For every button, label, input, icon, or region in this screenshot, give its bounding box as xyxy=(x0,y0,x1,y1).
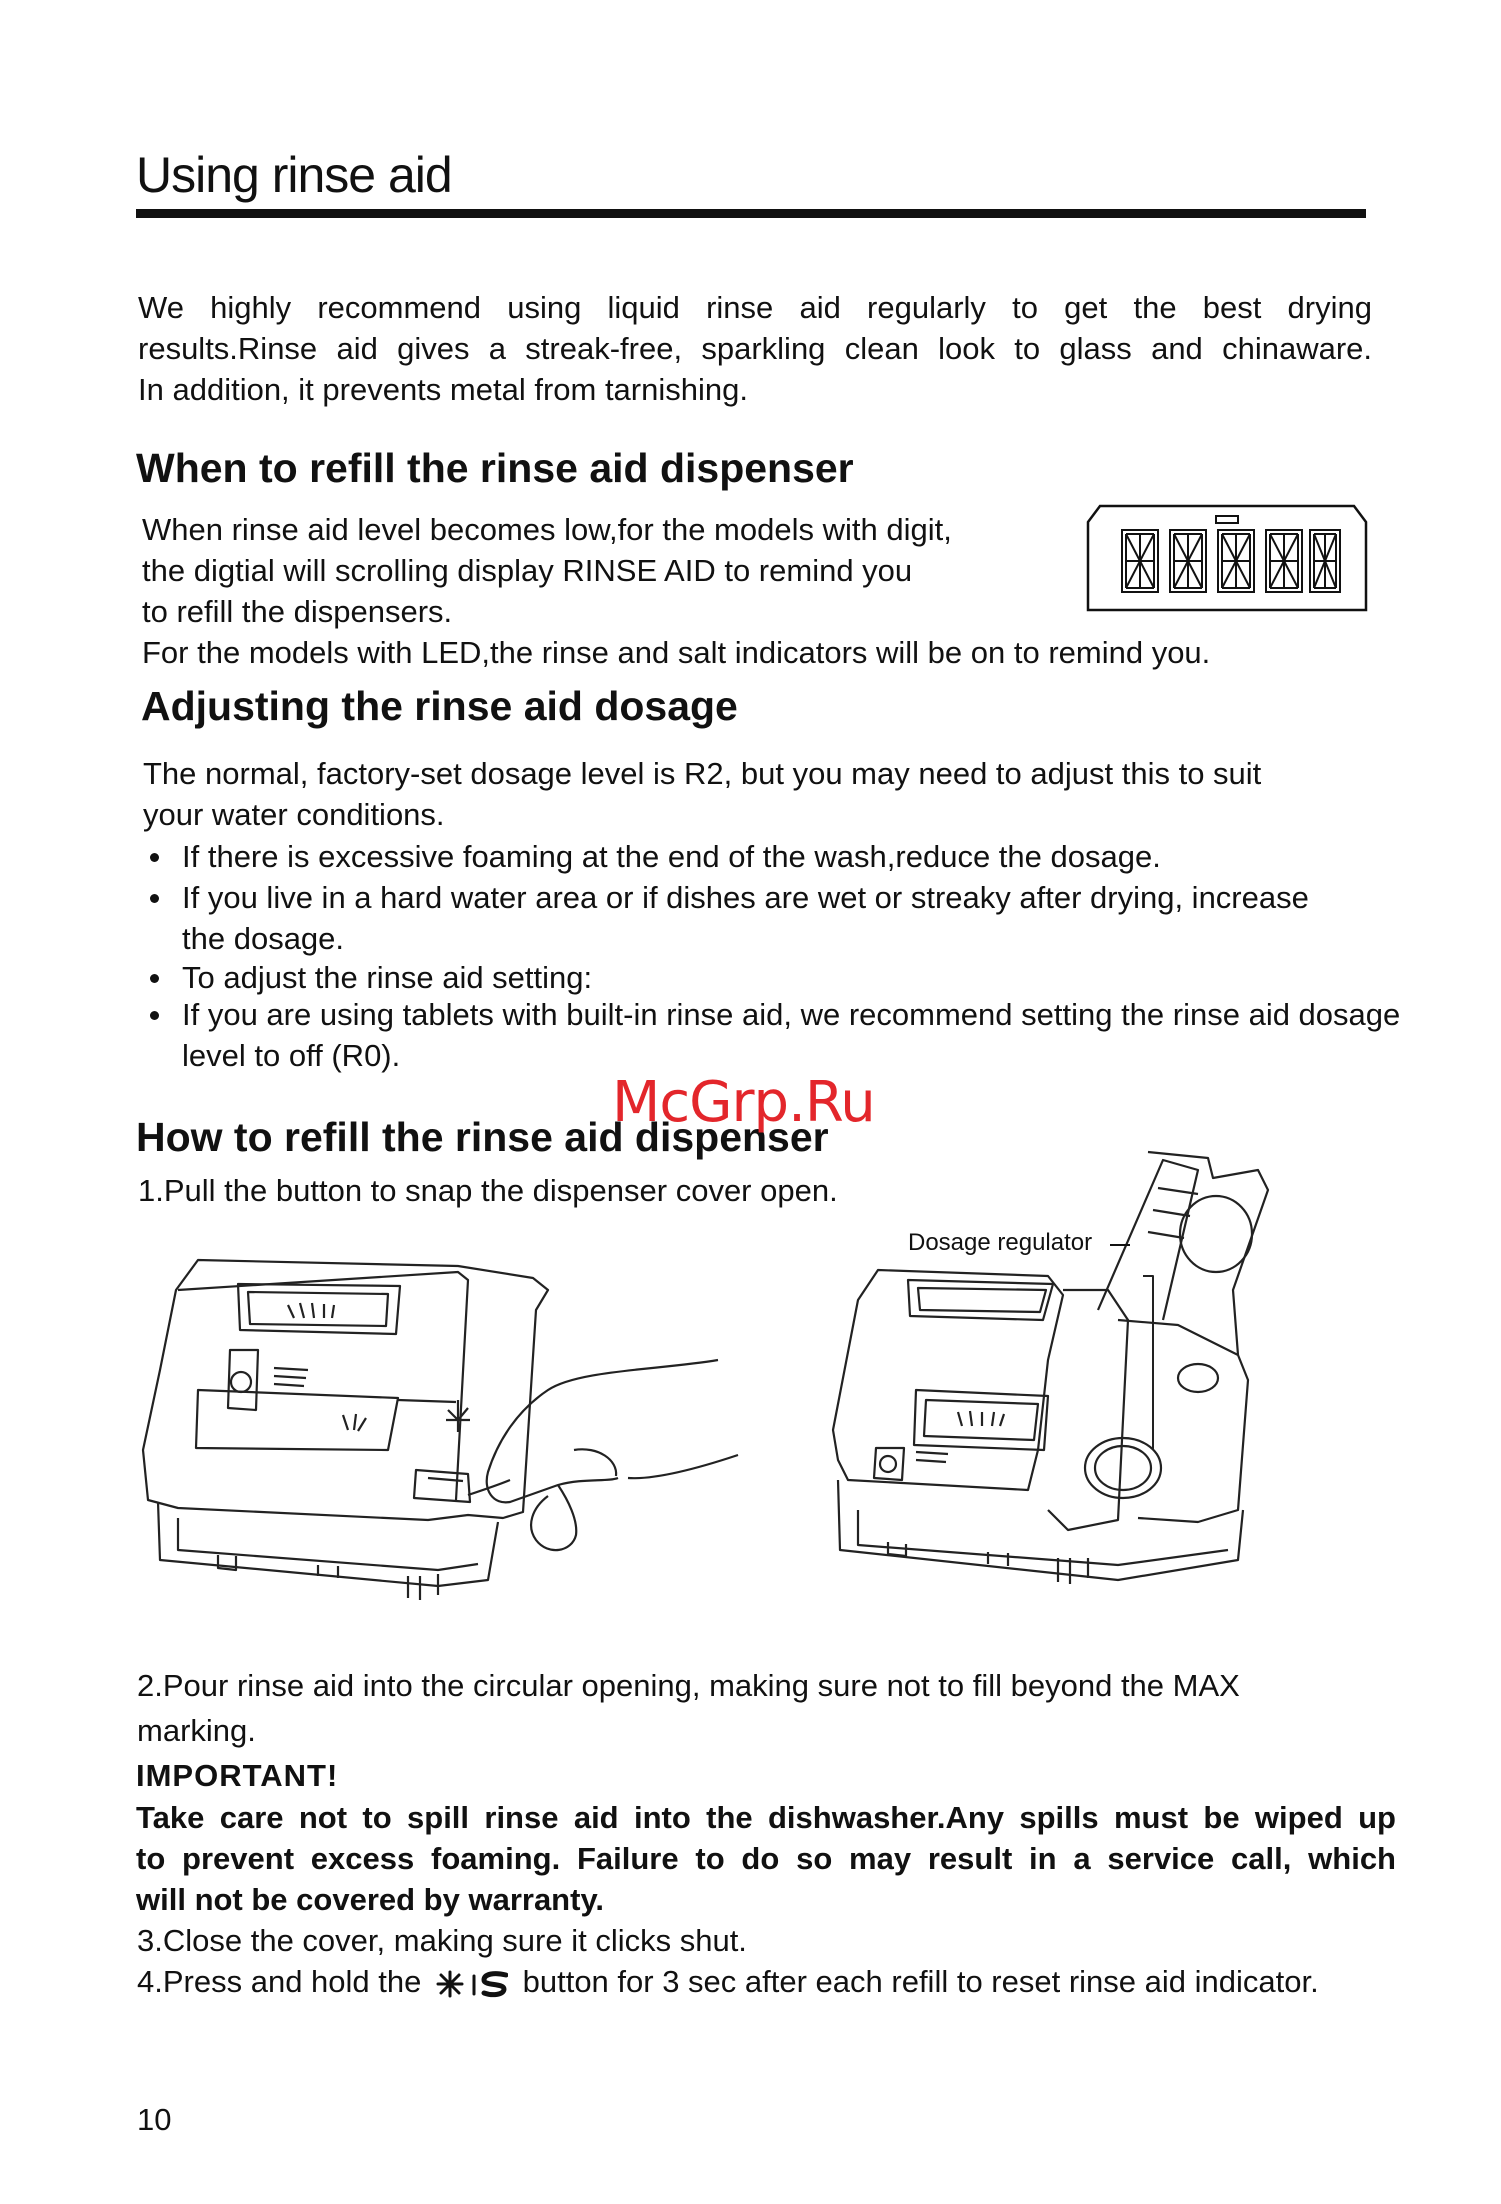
adjusting-paragraph xyxy=(143,753,1383,835)
rinse-salt-icon xyxy=(436,1970,508,1998)
adjusting-bullet-list xyxy=(140,836,1401,1076)
step-2-line-1: 2.Pour rinse aid into the circular opening, making sure not to fill beyond the MAX xyxy=(137,1668,1240,1703)
step-2 xyxy=(137,1663,1387,1753)
when-line-1: When rinse aid level becomes low,for the models with digit, xyxy=(142,512,952,547)
segment-display-icon xyxy=(1086,504,1368,612)
warning-line-2: to prevent excess foaming. Failure to do so may result in a service call, which xyxy=(136,1841,1396,1876)
watermark: McGrp.Ru xyxy=(612,1070,875,1135)
section-heading-when-to-refill: When to refill the rinse aid dispenser xyxy=(136,445,854,491)
warning-line-3: will not be covered by warranty. xyxy=(136,1882,604,1917)
intro-line-2: results.Rinse aid gives a streak-free, sparkling clean look to glass and chinaware. xyxy=(138,331,1372,366)
when-line-3: to refill the dispensers. xyxy=(142,594,453,629)
step-2-line-2: marking. xyxy=(137,1713,256,1748)
step-4-text-before: 4.Press and hold the xyxy=(137,1964,422,1999)
section-heading-how-to-refill: How to refill the rinse aid dispenser xyxy=(136,1114,829,1160)
list-item: To adjust the rinse aid setting: xyxy=(140,957,1340,998)
when-line-2: the digtial will scrolling display RINSE AID to remind you xyxy=(142,553,913,588)
when-line-4: For the models with LED,the rinse and salt indicators will be on to remind you. xyxy=(142,635,1211,670)
intro-line-3: In addition, it prevents metal from tarnishing. xyxy=(138,372,748,407)
step-4 xyxy=(137,1961,1319,2002)
important-label: IMPORTANT! xyxy=(136,1758,339,1793)
list-item: If you live in a hard water area or if dishes are wet or streaky after drying, increase the dosage. xyxy=(140,877,1332,959)
adjusting-line-2: your water conditions. xyxy=(143,797,445,832)
dosage-regulator-label: Dosage regulator xyxy=(908,1229,1093,1256)
warning-line-1: Take care not to spill rinse aid into the dishwasher.Any spills must be wiped up xyxy=(136,1800,1396,1835)
page-number: 10 xyxy=(137,2102,172,2137)
dispenser-closed-illustration xyxy=(138,1250,748,1630)
intro-line-1: We highly recommend using liquid rinse aid regularly to get the best drying xyxy=(138,290,1372,325)
intro-paragraph xyxy=(138,287,1372,410)
dosage-regulator-leader-line xyxy=(1110,1244,1130,1246)
list-item: If you are using tablets with built-in rinse aid, we recommend setting the rinse aid dosage level to off (R0). xyxy=(140,994,1402,1076)
dispenser-open-illustration xyxy=(818,1150,1338,1620)
title-divider xyxy=(136,209,1366,218)
step-3: 3.Close the cover, making sure it clicks shut. xyxy=(137,1923,747,1958)
section-heading-adjusting: Adjusting the rinse aid dosage xyxy=(141,683,738,729)
list-item: If there is excessive foaming at the end of the wash,reduce the dosage. xyxy=(140,836,1340,877)
step-4-text-after: button for 3 sec after each refill to reset rinse aid indicator. xyxy=(522,1964,1319,1999)
page-title: Using rinse aid xyxy=(136,147,452,203)
adjusting-line-1: The normal, factory-set dosage level is R2, but you may need to adjust this to suit xyxy=(143,756,1262,791)
important-warning xyxy=(136,1797,1396,1920)
step-1: 1.Pull the button to snap the dispenser cover open. xyxy=(138,1173,838,1208)
